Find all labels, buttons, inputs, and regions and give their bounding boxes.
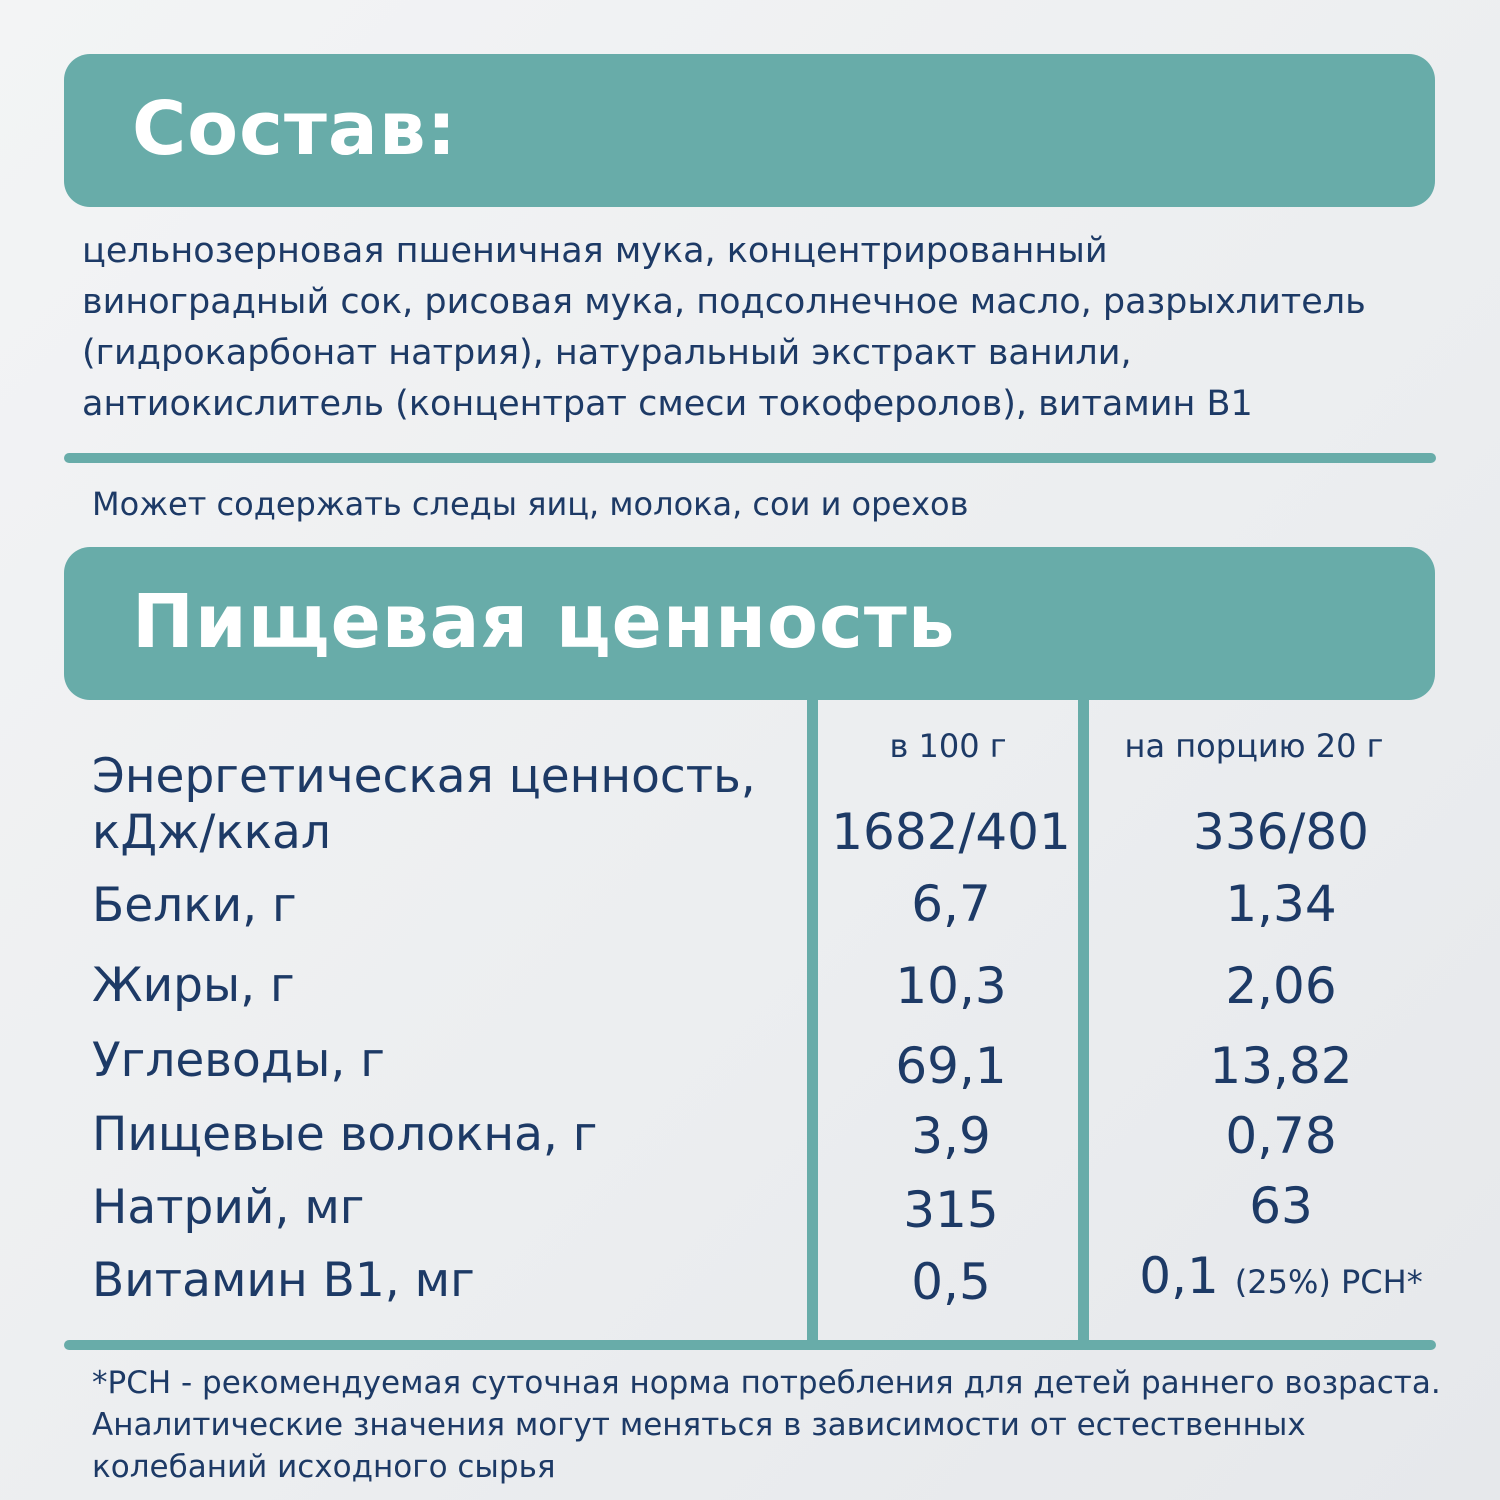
row-label-energy: Энергетическая ценность, <box>92 749 756 804</box>
row-label-carbs: Углеводы, г <box>92 1033 385 1088</box>
value-per-100g: 0,5 <box>911 1253 991 1311</box>
table-bottom-divider <box>64 1340 1436 1350</box>
composition-title: Состав: <box>132 86 458 172</box>
column-divider <box>807 700 818 1341</box>
section-divider <box>64 453 1436 463</box>
row-label-sodium: Натрий, мг <box>92 1180 365 1235</box>
ingredients-text <box>82 226 1422 430</box>
column-header-per-100g: в 100 г <box>889 727 1007 765</box>
footnote <box>92 1362 1492 1488</box>
row-label-protein: Белки, г <box>92 878 297 933</box>
allergen-note: Может содержать следы яиц, молока, сои и орехов <box>92 485 969 523</box>
ingredients-line: антиокислитель (концентрат смеси токоферолов), витамин В1 <box>82 384 1253 424</box>
value-per-100g: 315 <box>903 1181 999 1239</box>
footnote-line: Аналитические значения могут меняться в зависимости от естественных <box>92 1407 1306 1443</box>
value-per-portion: 13,82 <box>1209 1037 1353 1095</box>
nutrition-title: Пищевая ценность <box>132 579 956 665</box>
column-header-per-portion: на порцию 20 г <box>1124 727 1384 765</box>
value-per-portion: 2,06 <box>1225 957 1337 1015</box>
value-per-100g: 69,1 <box>895 1037 1007 1095</box>
value-per-portion: 0,78 <box>1225 1107 1337 1165</box>
footnote-line: *РСН - рекомендуемая суточная норма потребления для детей раннего возраста. <box>92 1365 1441 1401</box>
value-per-portion <box>1089 1246 1473 1312</box>
value-per-portion: 1,34 <box>1225 875 1337 933</box>
value-per-portion: 336/80 <box>1193 803 1369 861</box>
value-per-100g: 6,7 <box>911 875 991 933</box>
row-label-vitamin-b1: Витамин В1, мг <box>92 1253 475 1308</box>
ingredients-line: цельнозерновая пшеничная мука, концентрированный <box>82 231 1108 271</box>
value-per-100g: 3,9 <box>911 1107 991 1165</box>
ingredients-line: виноградный сок, рисовая мука, подсолнечное масло, разрыхлитель <box>82 282 1366 322</box>
composition-banner <box>64 54 1435 207</box>
ingredients-line: (гидрокарбонат натрия), натуральный экстракт ванили, <box>82 333 1132 373</box>
value-per-100g: 10,3 <box>895 957 1007 1015</box>
column-divider <box>1078 700 1089 1341</box>
nutrition-banner <box>64 547 1435 700</box>
value-per-portion: 63 <box>1249 1177 1313 1235</box>
row-label-fiber: Пищевые волокна, г <box>92 1107 598 1162</box>
row-label-fat: Жиры, г <box>92 958 295 1013</box>
row-label-energy-unit: кДж/ккал <box>92 805 331 860</box>
value-per-portion-number: 0,1 <box>1139 1247 1219 1305</box>
value-per-100g: 1682/401 <box>831 803 1071 861</box>
footnote-line: колебаний исходного сырья <box>92 1449 556 1485</box>
rsn-percent-note: (25%) РСН* <box>1234 1263 1423 1301</box>
